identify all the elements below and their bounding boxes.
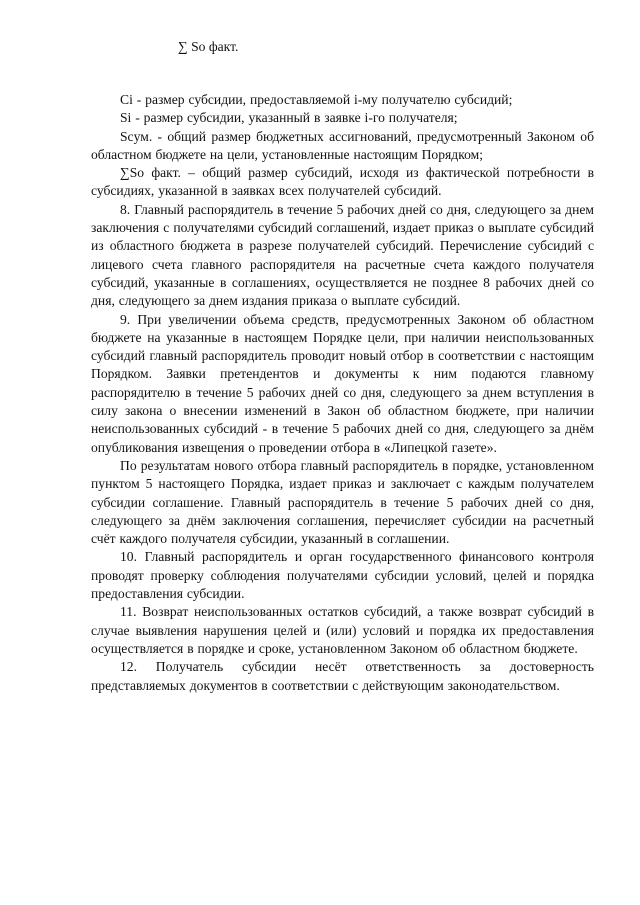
document-body (91, 91, 594, 695)
definition-scum: Scум. - общий размер бюджетных ассигнований, предусмотренный Законом об областном бюджете на цели, установленные настоящим Порядком; (91, 128, 594, 162)
paragraph-new-selection: По результатам нового отбора главный распорядитель в порядке, установленном пунктом 5 настоящего Порядка, издает приказ и заключает с каждым получателем субсидии соглашение. Главный распорядитель в течение 5 рабочих дней со дня, следующего за днём заключения соглашения, перечисляет субсидии на расчетный счёт каждого получателя субсидии, указанный в соглашении. (91, 457, 594, 547)
paragraph-9: 9. При увеличении объема средств, предусмотренных Законом об областном бюджете на указанные в настоящем Порядке цели, при наличии неиспользованных субсидий главный распорядитель проводит новый отбор в соответствии с настоящим Порядком. Заявки претендентов и документы к ним подаются главному распорядителю в течение 5 рабочих дней со дня, следующего за днем вступления в силу закона о внесении изменений в Закон об областном бюджете, при наличии неиспользованных субсидий - в течение 5 рабочих дней со дня, следующего за днём опубликования извещения о проведении отбора в «Липецкой газете». (91, 311, 594, 455)
paragraph-11: 11. Возврат неиспользованных остатков субсидий, а также возврат субсидий в случае выявления нарушения целей и (или) условий и порядка их предоставления осуществляется в порядке и сроке, установленном Законом об областном бюджете. (91, 604, 594, 656)
paragraph-10: 10. Главный распорядитель и орган государственного финансового контроля проводят проверку соблюдения получателями субсидии условий, целей и порядка предоставления субсидии. (91, 549, 594, 602)
paragraph-12: 12. Получатель субсидии несёт ответственность за достоверность представляемых документов в соответствии с действующим законодательством. (91, 659, 594, 693)
formula-line: ∑ So факт. (178, 39, 239, 54)
definition-so-fact: ∑So факт. – общий размер субсидий, исходя из фактической потребности в субсидиях, указанной в заявках всех получателей субсидий. (91, 165, 594, 199)
paragraph-8: 8. Главный распорядитель в течение 5 рабочих дней со дня, следующего за днем заключения с получателями субсидий соглашений, издает приказ о выплате субсидий из областного бюджета в разрезе получателей субсидий. Перечисление субсидий с лицевого счета главного распорядителя на расчетные счета каждого получателя субсидий, указанные в соглашениях, осуществляется не позднее 8 рабочих дней со дня, следующего за днем издания приказа о выплате субсидий. (91, 201, 594, 309)
definition-ci: Ci - размер субсидии, предоставляемой i-му получателю субсидий; (120, 92, 513, 107)
definition-si: Si - размер субсидии, указанный в заявке i-го получателя; (120, 110, 458, 126)
